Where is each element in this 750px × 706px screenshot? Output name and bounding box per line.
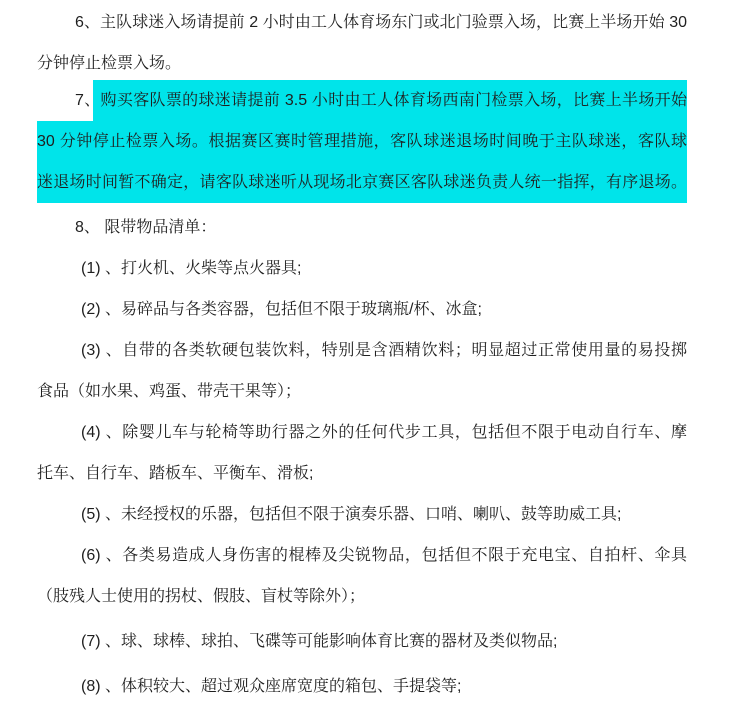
item7-number: 7、 <box>75 92 101 109</box>
item8-sub6-line2: （肢残人士使用的拐杖、假肢、盲杖等除外）； <box>37 588 366 605</box>
item8-sub2: (2) 、易碎品与各类容器，包括但不限于玻璃瓶/杯、冰盒; <box>81 301 482 318</box>
item7-line3-highlight: 迷退场时间暂不确定，请客队球迷听从现场北京赛区客队球迷负责人统一指挥，有序退场。 <box>37 162 687 203</box>
item8-sub5: (5) 、未经授权的乐器，包括但不限于演奏乐器、口哨、喇叭、鼓等助威工具; <box>81 506 622 523</box>
item8-sub1: (1) 、打火机、火柴等点火器具; <box>81 260 302 277</box>
item6-line1: 6、主队球迷入场请提前 2 小时由工人体育场东门或北门验票入场，比赛上半场开始 30 <box>75 14 687 31</box>
item6-line2: 分钟停止检票入场。 <box>37 55 182 72</box>
item8-sub4-line1: (4) 、除婴儿车与轮椅等助行器之外的任何代步工具，包括但不限于电动自行车、摩 <box>81 424 687 441</box>
item7-line1-highlighted-text: 购买客队票的球迷请提前 3.5 小时由工人体育场西南门检票入场，比赛上半场开始 <box>100 92 687 109</box>
item7-line1-highlight <box>37 80 687 121</box>
item8-sub4-line2: 托车、自行车、踏板车、平衡车、滑板; <box>37 465 314 482</box>
item8-heading: 8、 限带物品清单： <box>75 219 217 236</box>
item8-sub6-line1: (6) 、各类易造成人身伤害的棍棒及尖锐物品，包括但不限于充电宝、自拍杆、伞具 <box>81 547 687 564</box>
item8-sub8: (8) 、体积较大、超过观众座席宽度的箱包、手提袋等; <box>81 678 462 695</box>
item8-sub7: (7) 、球、球棒、球拍、飞碟等可能影响体育比赛的器材及类似物品; <box>81 633 558 650</box>
item8-sub3-line1: (3) 、自带的各类软硬包装饮料，特别是含酒精饮料；明显超过正常使用量的易投掷 <box>81 342 687 359</box>
item8-sub3-line2: 食品（如水果、鸡蛋、带壳干果等）； <box>37 383 302 400</box>
item7-line2-highlight: 30 分钟停止检票入场。根据赛区赛时管理措施，客队球迷退场时间晚于主队球迷，客队球 <box>37 121 687 162</box>
